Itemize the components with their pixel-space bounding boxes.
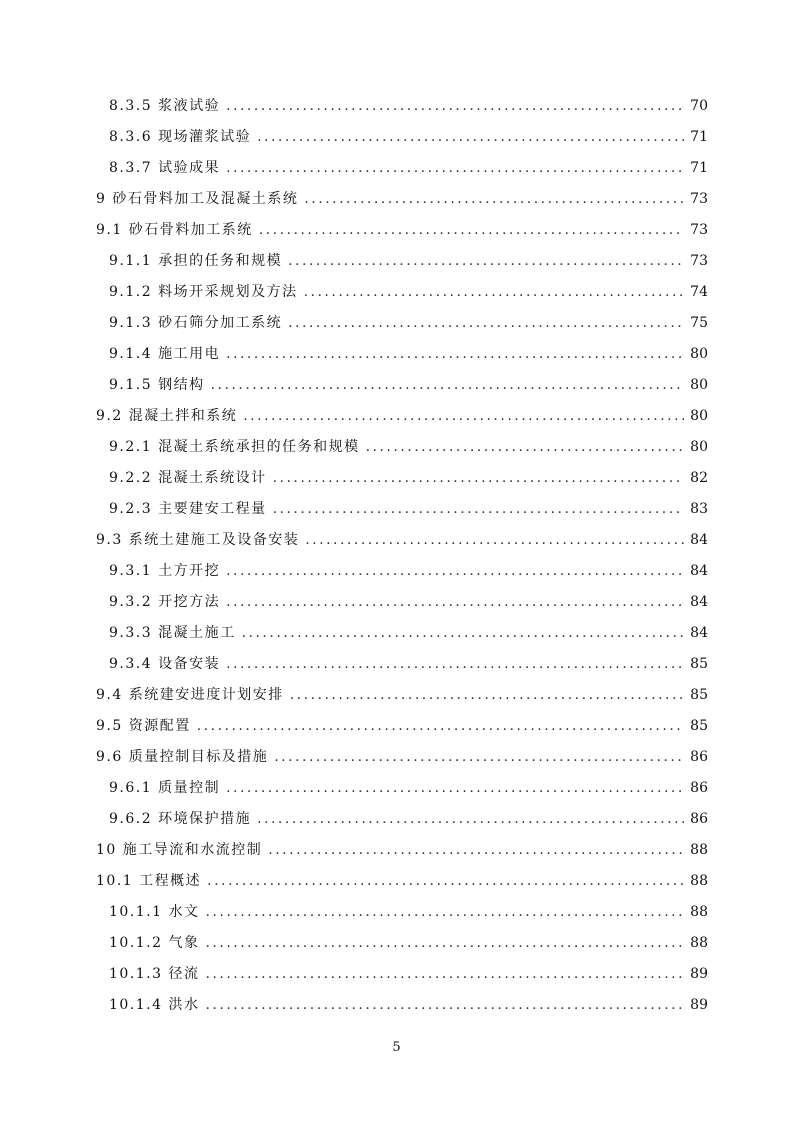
dot-leader: [257, 122, 684, 153]
dot-leader: [304, 184, 684, 215]
dot-leader: [288, 246, 684, 277]
toc-entry-title: 9.1.2 料场开采规划及方法: [109, 284, 298, 300]
toc-entry[interactable]: [96, 525, 708, 556]
toc-entry-page: 83: [690, 501, 708, 517]
toc-entry-page: 86: [690, 811, 708, 827]
dot-leader: [205, 897, 684, 928]
toc-entry[interactable]: [96, 122, 708, 153]
toc-entry-page: 80: [690, 408, 708, 424]
toc-entry-title: 9.3.1 土方开挖: [109, 563, 221, 579]
toc-entry[interactable]: [96, 680, 708, 711]
toc-entry[interactable]: [96, 618, 708, 649]
dot-leader: [226, 153, 684, 184]
toc-entry-title: 9.6 质量控制目标及措施: [96, 749, 269, 765]
dot-leader: [226, 556, 684, 587]
toc-entry-page: 74: [690, 284, 708, 300]
toc-entry[interactable]: [96, 432, 708, 463]
toc-entry-title: 10 施工导流和水流控制: [96, 842, 263, 858]
toc-entry[interactable]: [96, 649, 708, 680]
dot-leader: [288, 308, 684, 339]
toc-entry[interactable]: [96, 897, 708, 928]
toc-entry[interactable]: [96, 928, 708, 959]
toc-entry-title: 9.3.3 混凝土施工: [109, 625, 236, 641]
toc-entry-title: 9.6.2 环境保护措施: [109, 811, 252, 827]
toc-entry-page: 89: [690, 997, 708, 1013]
toc-entry-page: 80: [690, 439, 708, 455]
toc-entry[interactable]: [96, 866, 708, 897]
toc-entry-page: 89: [690, 966, 708, 982]
page-number: 5: [392, 1040, 401, 1055]
toc-entry-page: 85: [690, 687, 708, 703]
toc-entry-page: 85: [690, 656, 708, 672]
toc-entry[interactable]: [96, 711, 708, 742]
toc-entry[interactable]: [96, 587, 708, 618]
toc-entry-title: 10.1.2 气象: [109, 935, 200, 951]
toc-entry[interactable]: [96, 959, 708, 990]
toc-entry-title: 10.1 工程概述: [96, 873, 202, 889]
toc-entry[interactable]: [96, 246, 708, 277]
toc-entry-title: 9.1.4 施工用电: [109, 346, 221, 362]
toc-entry[interactable]: [96, 990, 708, 1021]
dot-leader: [226, 339, 684, 370]
toc-entry[interactable]: [96, 835, 708, 866]
toc-entry-title: 9.1 砂石骨料加工系统: [96, 222, 253, 238]
toc-entry-title: 9.2.2 混凝土系统设计: [109, 470, 267, 486]
toc-entry-page: 80: [690, 346, 708, 362]
toc-entry-title: 9.1.5 钢结构: [109, 377, 205, 393]
toc-entry-title: 8.3.5 浆液试验: [109, 98, 221, 114]
toc-entry-title: 9.3.4 设备安装: [109, 656, 221, 672]
toc-entry[interactable]: [96, 556, 708, 587]
toc-entry-page: 70: [690, 98, 708, 114]
toc-entry-page: 84: [690, 594, 708, 610]
dot-leader: [273, 463, 684, 494]
dot-leader: [268, 835, 684, 866]
toc-entry-page: 88: [690, 935, 708, 951]
toc-entry[interactable]: [96, 370, 708, 401]
dot-leader: [211, 370, 684, 401]
toc-entry-page: 84: [690, 563, 708, 579]
toc-entry-title: 10.1.1 水文: [109, 904, 200, 920]
toc-entry[interactable]: [96, 401, 708, 432]
dot-leader: [290, 680, 684, 711]
toc-entry[interactable]: [96, 91, 708, 122]
dot-leader: [205, 959, 684, 990]
toc-entry-page: 71: [690, 129, 708, 145]
toc-entry-title: 8.3.7 试验成果: [109, 160, 221, 176]
toc-entry[interactable]: [96, 339, 708, 370]
toc-entry-title: 9.4 系统建安进度计划安排: [96, 687, 284, 703]
dot-leader: [243, 401, 684, 432]
toc-entry[interactable]: [96, 215, 708, 246]
dot-leader: [257, 804, 684, 835]
dot-leader: [366, 432, 684, 463]
dot-leader: [226, 773, 684, 804]
toc-entry-title: 8.3.6 现场灌浆试验: [109, 129, 252, 145]
toc-entry[interactable]: [96, 277, 708, 308]
toc-entry-title: 9.2 混凝土拌和系统: [96, 408, 238, 424]
toc-entry-page: 88: [690, 873, 708, 889]
dot-leader: [242, 618, 684, 649]
toc-entry[interactable]: [96, 742, 708, 773]
toc-entry-page: 71: [690, 160, 708, 176]
dot-leader: [205, 928, 684, 959]
toc-entry-page: 86: [690, 749, 708, 765]
dot-leader: [305, 525, 684, 556]
toc-entry[interactable]: [96, 494, 708, 525]
toc-entry-page: 80: [690, 377, 708, 393]
toc-entry-title: 9.5 资源配置: [96, 718, 191, 734]
toc-entry-page: 82: [690, 470, 708, 486]
toc-entry-page: 85: [690, 718, 708, 734]
toc-entry[interactable]: [96, 308, 708, 339]
toc-entry-title: 9 砂石骨料加工及混凝土系统: [96, 191, 299, 207]
toc-entry-title: 9.3.2 开挖方法: [109, 594, 221, 610]
toc-entry-page: 88: [690, 842, 708, 858]
toc-entry-page: 88: [690, 904, 708, 920]
dot-leader: [259, 215, 684, 246]
dot-leader: [205, 990, 684, 1021]
toc-entry[interactable]: [96, 773, 708, 804]
toc-entry-title: 9.1.1 承担的任务和规模: [109, 253, 283, 269]
toc-entry-page: 73: [690, 191, 708, 207]
toc-entry[interactable]: [96, 184, 708, 215]
toc-entry-title: 10.1.3 径流: [109, 966, 200, 982]
toc-entry-title: 9.6.1 质量控制: [109, 780, 221, 796]
toc-entry-title: 10.1.4 洪水: [109, 997, 200, 1013]
toc-entry-page: 75: [690, 315, 708, 331]
toc-entry-page: 73: [690, 253, 708, 269]
dot-leader: [226, 587, 684, 618]
toc-entry[interactable]: [96, 463, 708, 494]
toc-entry-title: 9.3 系统土建施工及设备安装: [96, 532, 300, 548]
toc-entry[interactable]: [96, 153, 708, 184]
toc-entry[interactable]: [96, 804, 708, 835]
dot-leader: [226, 91, 684, 122]
dot-leader: [197, 711, 684, 742]
toc-entry-page: 73: [690, 222, 708, 238]
dot-leader: [304, 277, 684, 308]
dot-leader: [207, 866, 684, 897]
toc-entry-title: 9.1.3 砂石筛分加工系统: [109, 315, 283, 331]
toc-entry-title: 9.2.3 主要建安工程量: [109, 501, 267, 517]
toc-entry-title: 9.2.1 混凝土系统承担的任务和规模: [109, 439, 360, 455]
dot-leader: [274, 742, 684, 773]
toc-entry-page: 84: [690, 532, 708, 548]
dot-leader: [273, 494, 684, 525]
toc-entry-page: 84: [690, 625, 708, 641]
table-of-contents: [96, 91, 708, 1021]
toc-entry-page: 86: [690, 780, 708, 796]
dot-leader: [226, 649, 684, 680]
